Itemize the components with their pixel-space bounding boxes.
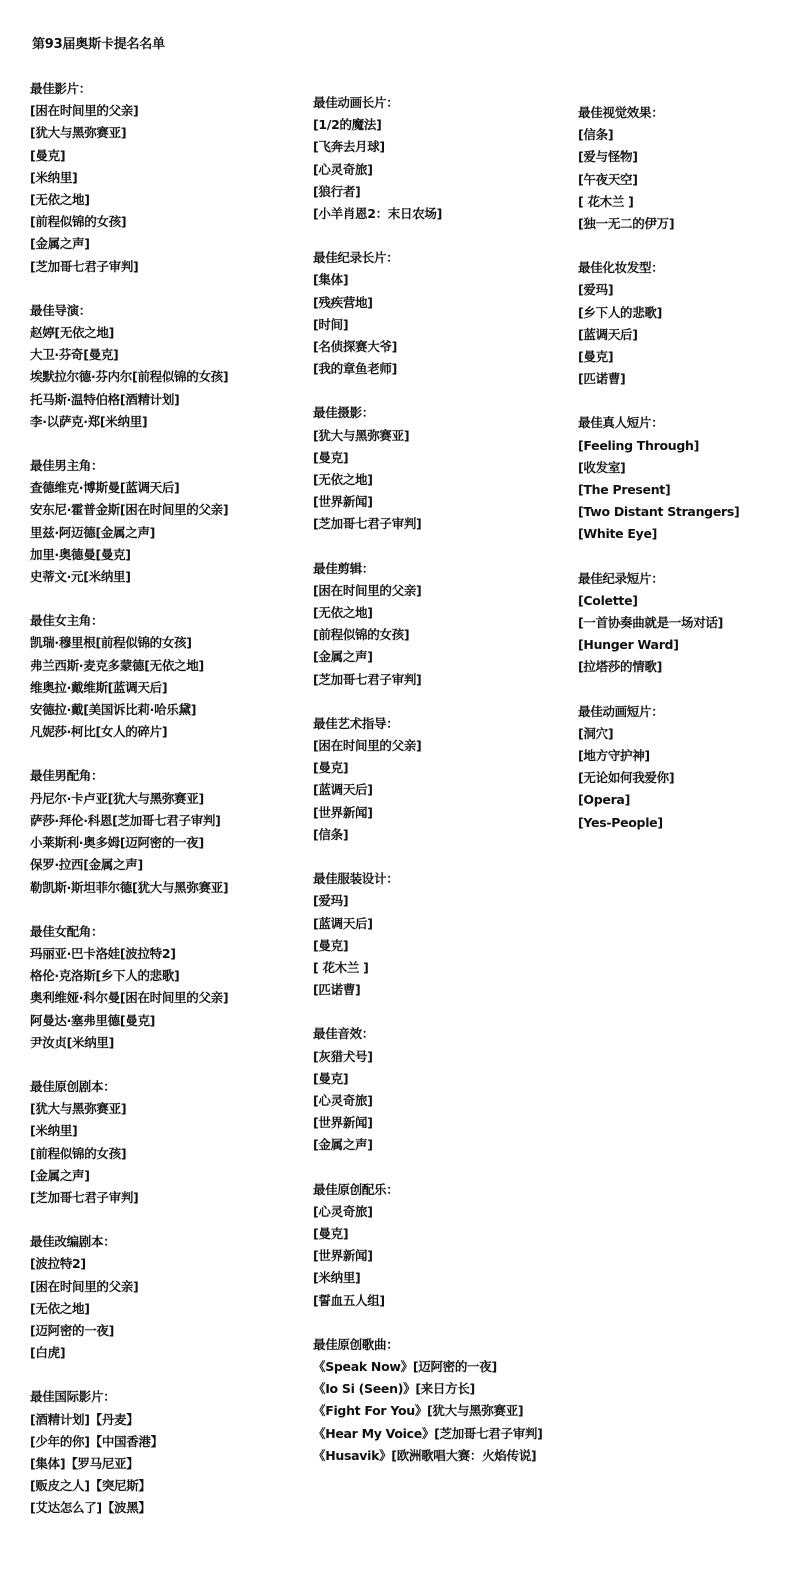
nominee-item: [ 花木兰 ] xyxy=(578,193,634,209)
nominee-item: [曼克] xyxy=(313,760,349,776)
column-2 xyxy=(313,92,578,1489)
nominee-item: 萨莎·拜伦·科恩[芝加哥七君子审判] xyxy=(30,812,221,828)
nominee-item: 尹汝贞[米纳里] xyxy=(30,1034,115,1050)
category-heading: 最佳化妆发型： xyxy=(578,260,664,276)
nominee-item: [White Eye] xyxy=(578,526,658,542)
award-category xyxy=(30,455,300,588)
nominee-item: 《Husavik》[欧洲歌唱大赛：火焰传说] xyxy=(313,1447,537,1463)
nominee-item: 格伦·克洛斯[乡下人的悲歌] xyxy=(30,968,180,984)
nominee-item: [爱玛] xyxy=(313,893,349,909)
nominee-item: [Two Distant Strangers] xyxy=(578,504,740,520)
nominee-item: [Yes-People] xyxy=(578,814,663,830)
nominee-item: [金属之声] xyxy=(30,236,90,252)
nominee-item: [无依之地] xyxy=(30,192,90,208)
award-category xyxy=(30,1076,300,1209)
award-category xyxy=(30,300,300,433)
nominee-item: [金属之声] xyxy=(313,649,373,665)
nominee-item: [小羊肖恩2：末日农场] xyxy=(313,206,443,222)
nominee-item: [世界新闻] xyxy=(313,1115,373,1131)
nominee-item: [波拉特2] xyxy=(30,1256,86,1272)
award-category xyxy=(313,402,578,535)
category-heading: 最佳原创歌曲： xyxy=(313,1336,399,1352)
nominee-item: 《Fight For You》[犹大与黑弥赛亚] xyxy=(313,1403,524,1419)
category-heading: 最佳男主角： xyxy=(30,458,104,474)
nominee-item: [匹诺曹] xyxy=(578,371,626,387)
nominee-item: [地方守护神] xyxy=(578,748,650,764)
nominee-item: [狼行者] xyxy=(313,183,361,199)
nominee-item: 埃默拉尔德·芬内尔[前程似锦的女孩] xyxy=(30,369,229,385)
award-category xyxy=(30,1386,300,1519)
nominee-item: [拉塔莎的情歌] xyxy=(578,659,663,675)
nominee-item: [芝加哥七君子审判] xyxy=(313,671,422,687)
nominee-item: [白虎] xyxy=(30,1345,66,1361)
nominee-item: [世界新闻] xyxy=(313,494,373,510)
nominee-item: [心灵奇旅] xyxy=(313,1092,373,1108)
nominee-item: [金属之声] xyxy=(30,1167,90,1183)
nominee-item: 弗兰西斯·麦克多蒙德[无依之地] xyxy=(30,657,204,673)
category-heading: 最佳男配角： xyxy=(30,768,104,784)
category-heading: 最佳纪录短片： xyxy=(578,570,664,586)
nominee-item: [1/2的魔法] xyxy=(313,117,382,133)
award-category xyxy=(313,247,578,380)
nominee-item: 安德拉·戴[美国诉比莉·哈乐黛] xyxy=(30,702,197,718)
nominee-item: 安东尼·霍普金斯[困在时间里的父亲] xyxy=(30,502,229,518)
award-category xyxy=(313,558,578,691)
nominee-item: [Hunger Ward] xyxy=(578,637,679,653)
category-heading: 最佳原创配乐： xyxy=(313,1181,399,1197)
nominee-item: [残疾营地] xyxy=(313,294,373,310)
category-heading: 最佳女主角： xyxy=(30,613,104,629)
nominee-item: [Opera] xyxy=(578,792,630,808)
nominee-item: [集体] xyxy=(313,272,349,288)
nominee-item: [收发室] xyxy=(578,459,626,475)
nominee-item: [Feeling Through] xyxy=(578,437,700,453)
category-heading: 最佳导演： xyxy=(30,302,92,318)
nominee-item: 查德维克·博斯曼[蓝调天后] xyxy=(30,480,180,496)
nominee-item: [心灵奇旅] xyxy=(313,1203,373,1219)
nominee-item: 勒凯斯·斯坦菲尔德[犹大与黑弥赛亚] xyxy=(30,879,229,895)
category-heading: 最佳服装设计： xyxy=(313,871,399,887)
nominee-item: [爱与怪物] xyxy=(578,149,638,165)
nominee-item: [迈阿密的一夜] xyxy=(30,1322,115,1338)
nominee-item: 《Io Si (Seen)》[来日方长] xyxy=(313,1381,475,1397)
nominee-item: [曼克] xyxy=(313,449,349,465)
award-category xyxy=(578,102,793,235)
category-heading: 最佳视觉效果： xyxy=(578,105,664,120)
nominee-item: [金属之声] xyxy=(313,1137,373,1153)
category-heading: 最佳纪录长片： xyxy=(313,250,399,266)
nominee-item: [曼克] xyxy=(313,1225,349,1241)
nominee-item: [无依之地] xyxy=(30,1300,90,1316)
category-heading: 最佳影片： xyxy=(30,81,92,96)
category-heading: 最佳原创剧本： xyxy=(30,1078,116,1094)
nominee-item: 凯瑞·穆里根[前程似锦的女孩] xyxy=(30,635,192,651)
category-heading: 最佳剪辑： xyxy=(313,560,375,576)
nominee-item: [无依之地] xyxy=(313,472,373,488)
nominee-item: [灰猎犬号] xyxy=(313,1048,373,1064)
category-heading: 最佳女配角： xyxy=(30,923,104,939)
nominee-item: [曼克] xyxy=(30,147,66,163)
award-category xyxy=(578,568,793,679)
award-category xyxy=(578,412,793,545)
nominee-item: [艾达怎么了]【波黑】 xyxy=(30,1500,151,1516)
award-category xyxy=(30,78,300,278)
nominee-item: 凡妮莎·柯比[女人的碎片] xyxy=(30,724,168,740)
nominee-item: [无论如何我爱你] xyxy=(578,770,675,786)
award-category xyxy=(578,701,793,834)
nominee-item: [名侦探赛大爷] xyxy=(313,339,398,355)
nominee-item: [The Present] xyxy=(578,482,671,498)
award-category xyxy=(313,1334,578,1467)
category-heading: 最佳动画长片： xyxy=(313,95,399,110)
award-category xyxy=(30,921,300,1054)
nominee-item: [前程似锦的女孩] xyxy=(30,214,127,230)
nominee-item: [信条] xyxy=(578,127,614,143)
nominee-item: [米纳里] xyxy=(313,1270,361,1286)
nominee-item: 托马斯·温特伯格[酒精计划] xyxy=(30,391,180,407)
nominee-item: 丹尼尔·卡卢亚[犹大与黑弥赛亚] xyxy=(30,790,204,806)
page-title: 第93届奥斯卡提名名单 xyxy=(32,37,165,52)
category-heading: 最佳国际影片： xyxy=(30,1389,116,1405)
nominee-item: [芝加哥七君子审判] xyxy=(30,1189,139,1205)
category-heading: 最佳音效： xyxy=(313,1026,375,1042)
nominee-item: [酒精计划]【丹麦】 xyxy=(30,1411,139,1427)
nominee-item: [前程似锦的女孩] xyxy=(30,1145,127,1161)
nominee-item: 《Speak Now》[迈阿密的一夜] xyxy=(313,1358,497,1374)
nominee-item: [芝加哥七君子审判] xyxy=(30,258,139,274)
nominee-item: [前程似锦的女孩] xyxy=(313,627,410,643)
nominee-item: [困在时间里的父亲] xyxy=(30,1278,139,1294)
nominee-item: 李·以萨克·郑[米纳里] xyxy=(30,413,148,429)
nominee-item: 保罗·拉西[金属之声] xyxy=(30,857,143,873)
nominee-item: [誓血五人组] xyxy=(313,1292,385,1308)
nominee-item: [蓝调天后] xyxy=(578,326,638,342)
nominee-item: 史蒂文·元[米纳里] xyxy=(30,569,131,585)
nominee-item: [一首协奏曲就是一场对话] xyxy=(578,615,724,631)
nominee-item: [蓝调天后] xyxy=(313,915,373,931)
nominee-item: [蓝调天后] xyxy=(313,782,373,798)
column-3 xyxy=(578,102,793,856)
nominee-item: 玛丽亚·巴卡洛娃[波拉特2] xyxy=(30,945,176,961)
award-category xyxy=(313,868,578,1001)
nominee-item: [飞奔去月球] xyxy=(313,139,385,155)
nominee-item: [曼克] xyxy=(578,349,614,365)
category-heading: 最佳摄影： xyxy=(313,405,375,421)
nominee-item: [独一无二的伊万] xyxy=(578,216,675,232)
nominee-item: [午夜天空] xyxy=(578,171,638,187)
category-heading: 最佳动画短片： xyxy=(578,703,664,719)
nominee-item: [犹大与黑弥赛亚] xyxy=(30,125,127,141)
nominee-item: [无依之地] xyxy=(313,605,373,621)
nominee-item: [贩皮之人]【突尼斯】 xyxy=(30,1478,151,1494)
category-heading: 最佳艺术指导： xyxy=(313,715,399,731)
award-category xyxy=(313,1179,578,1312)
nominee-item: 维奥拉·戴维斯[蓝调天后] xyxy=(30,679,168,695)
nominee-item: [洞穴] xyxy=(578,725,614,741)
nominee-item: [心灵奇旅] xyxy=(313,161,373,177)
award-category xyxy=(30,765,300,898)
nominee-item: [曼克] xyxy=(313,1070,349,1086)
nominee-item: [芝加哥七君子审判] xyxy=(313,516,422,532)
award-category xyxy=(313,92,578,225)
category-heading: 最佳改编剧本： xyxy=(30,1234,116,1250)
nominee-item: [ 花木兰 ] xyxy=(313,959,369,975)
nominee-item: [困在时间里的父亲] xyxy=(313,582,422,598)
nominee-item: [集体]【罗马尼亚】 xyxy=(30,1455,139,1471)
nominee-item: [爱玛] xyxy=(578,282,614,298)
award-category xyxy=(313,1023,578,1156)
nominee-item: [乡下人的悲歌] xyxy=(578,304,663,320)
award-category xyxy=(313,713,578,846)
nominee-item: 加里·奥德曼[曼克] xyxy=(30,546,131,562)
nominee-item: 阿曼达·塞弗里德[曼克] xyxy=(30,1012,156,1028)
nominee-item: [米纳里] xyxy=(30,1123,78,1139)
category-heading: 最佳真人短片： xyxy=(578,415,664,431)
nominee-item: [犹大与黑弥赛亚] xyxy=(313,427,410,443)
award-category xyxy=(30,1231,300,1364)
nominee-item: 《Hear My Voice》[芝加哥七君子审判] xyxy=(313,1425,543,1441)
nominee-item: 奥利维娅·科尔曼[困在时间里的父亲] xyxy=(30,990,229,1006)
nominee-item: 里兹·阿迈德[金属之声] xyxy=(30,524,156,540)
nominee-item: 赵婷[无依之地] xyxy=(30,325,115,341)
nominee-item: 大卫·芬奇[曼克] xyxy=(30,347,119,363)
nominee-item: [世界新闻] xyxy=(313,1248,373,1264)
nominee-item: [信条] xyxy=(313,826,349,842)
nominee-item: 小莱斯利·奥多姆[迈阿密的一夜] xyxy=(30,835,204,851)
nominee-item: [我的章鱼老师] xyxy=(313,361,398,377)
nominee-item: [困在时间里的父亲] xyxy=(313,738,422,754)
nominee-item: [曼克] xyxy=(313,937,349,953)
nominee-item: [Colette] xyxy=(578,592,638,608)
nominee-item: [匹诺曹] xyxy=(313,982,361,998)
column-1 xyxy=(30,78,300,1542)
nominee-item: [犹大与黑弥赛亚] xyxy=(30,1101,127,1117)
nominee-item: [少年的你]【中国香港】 xyxy=(30,1433,163,1449)
award-category xyxy=(30,610,300,743)
nominee-item: [时间] xyxy=(313,316,349,332)
nominee-item: [世界新闻] xyxy=(313,804,373,820)
nominee-item: [困在时间里的父亲] xyxy=(30,103,139,119)
nominee-item: [米纳里] xyxy=(30,169,78,185)
award-category xyxy=(578,257,793,390)
